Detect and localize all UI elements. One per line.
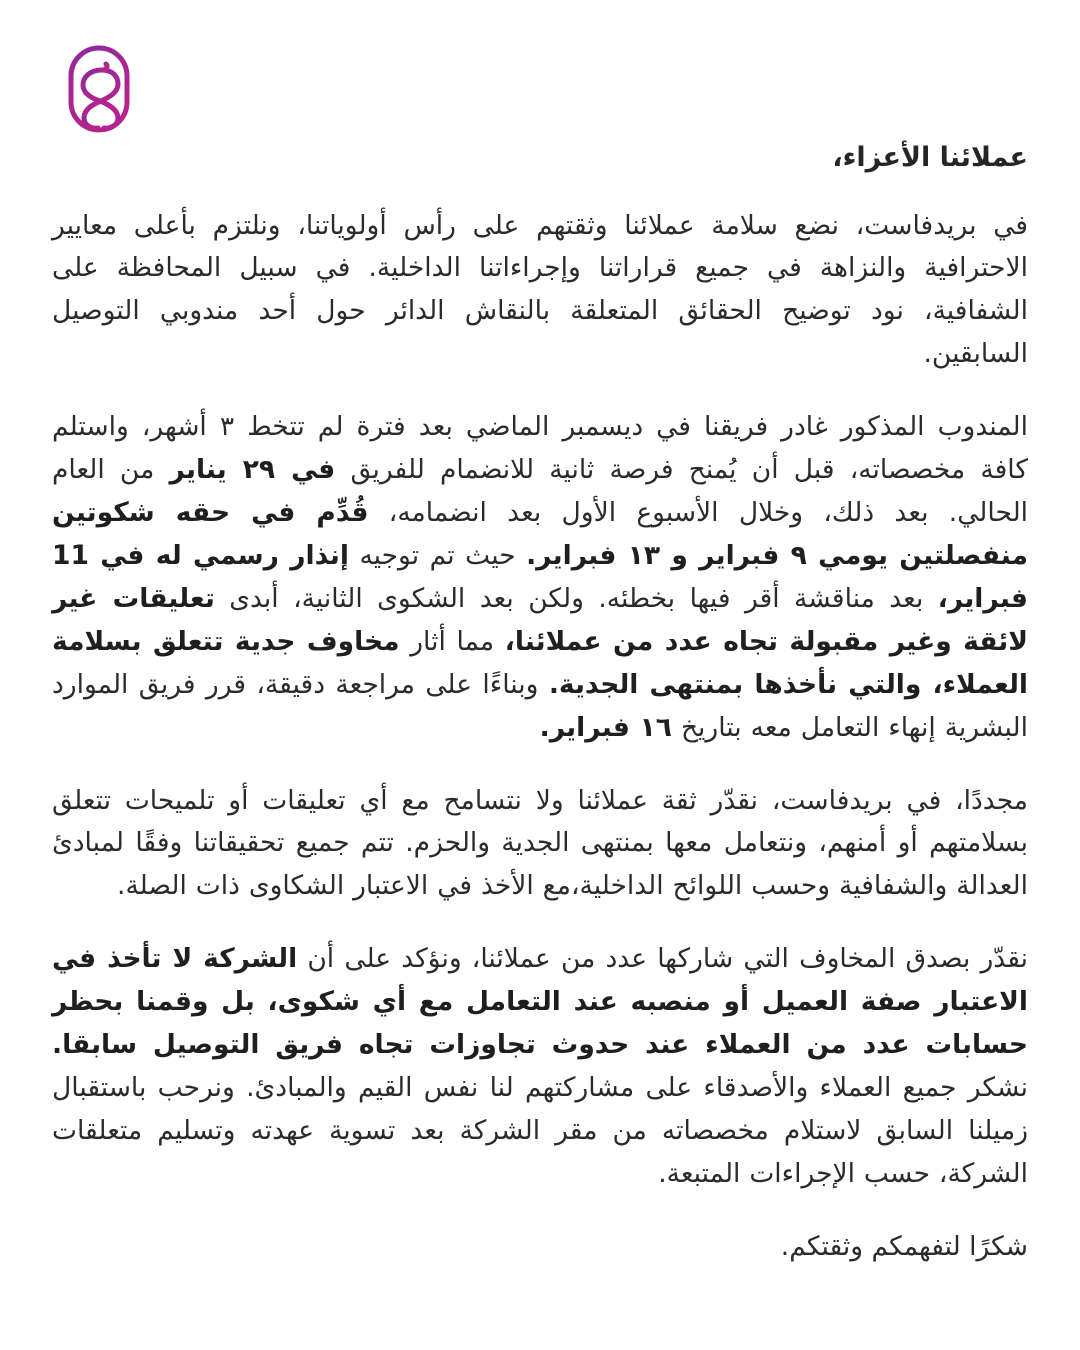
- text-run: نشكر جميع العملاء والأصدقاء على مشاركتهم لنا نفس القيم والمبادئ. ونرحب باستقبال زميلنا السابق لاستلام مخصصاته من مقر الشركة بعد تسوية عهدته وتسليم متعلقات الشركة، حسب الإجراءات المتبعة.: [52, 1072, 1028, 1189]
- salutation: عملائنا الأعزاء،: [832, 142, 1028, 173]
- text-run: مجددًا، في بريدفاست، نقدّر ثقة عملائنا ولا نتسامح مع أي تعليقات أو تلميحات تتعلق بسلامتهم أو أمنهم، ونتعامل معها بمنتهى الجدية والحزم. تتم جميع تحقيقاتنا وفقًا لمبادئ العدالة والشفافية وحسب اللوائح الداخلية،مع الأخذ في الاعتبار الشكاوى ذات الصلة.: [52, 784, 1028, 902]
- bridfast-infinity-logo: [60, 40, 156, 136]
- text-run-bold: إنذار رسمي له في 11 فبراير،: [52, 539, 1029, 614]
- paragraph-intro: [52, 205, 1028, 377]
- text-run-bold: في ٢٩ يناير: [169, 454, 336, 486]
- text-run: مما أثار: [399, 625, 505, 657]
- text-run: من العام الحالي. بعد ذلك، وخلال الأسبوع الأول بعد انضمامه،: [52, 454, 1028, 529]
- text-run: حيث تم توجيه: [348, 539, 527, 571]
- text-run: في بريدفاست، نضع سلامة عملائنا وثقتهم على رأس أولوياتنا، ونلتزم بأعلى معايير الاحترافية والنزاهة في جميع قراراتنا وإجراءاتنا الداخلية. في سبيل المحافظة على الشفافية، نود توضيح الحقائق المتعلقة بالنقاش الدائر حول أحد مندوبي التوصيل السابقين.: [52, 209, 1028, 370]
- document-header: [52, 34, 1028, 138]
- text-run-bold: ١٦ فبراير.: [539, 711, 672, 743]
- closing-line: شكرًا لتفهمكم وثقتكم.: [780, 1230, 1028, 1262]
- paragraph-values: [52, 780, 1028, 909]
- text-run: بعد مناقشة أقر فيها بخطئه. ولكن بعد الشكوى الثانية، أبدى: [214, 582, 938, 614]
- text-run-bold: قُدِّم في حقه شكوتين منفصلتين يومي ٩ فبراير و ١٣ فبراير.: [52, 497, 1028, 571]
- text-run: المندوب المذكور غادر فريقنا في ديسمبر الماضي بعد فترة لم تتخط ٣ أشهر، واستلم كافة مخصصاته، قبل أن يُمنح فرصة ثانية للانضمام للفريق: [52, 411, 1028, 486]
- paragraph-policy: [52, 938, 1028, 1196]
- text-run: نقدّر بصدق المخاوف التي شاركها عدد من عملائنا، ونؤكد على أن: [297, 943, 1028, 975]
- text-run-bold: مخاوف جدية تتعلق بسلامة العملاء، والتي نأخذها بمنتهى الجدية.: [52, 625, 1029, 700]
- paragraph-timeline: [52, 406, 1028, 749]
- text-run-bold: تعليقات غير لائقة وغير مقبولة تجاه عدد من عملائنا،: [52, 582, 1028, 657]
- text-run: وبناءًا على مراجعة دقيقة، قرر فريق الموارد البشرية إنهاء التعامل معه بتاريخ: [52, 668, 1028, 743]
- text-run-bold: الشركة لا تأخذ في الاعتبار صفة العميل أو منصبه عند التعامل مع أي شكوى، بل وقمنا بحظر حسابات عدد من العملاء عند حدوث تجاوزات تجاه فريق التوصيل سابقا.: [52, 943, 1028, 1061]
- statement-body: [52, 138, 1028, 1268]
